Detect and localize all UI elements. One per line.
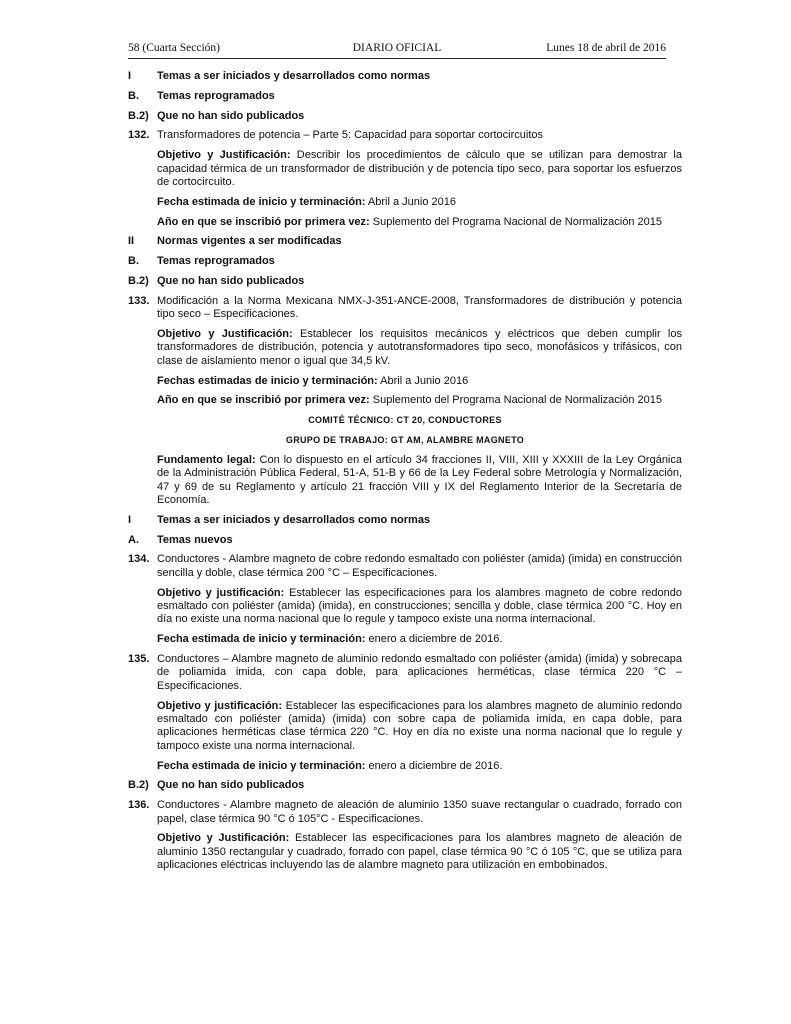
section-heading (128, 235, 682, 248)
section-heading-text: Temas reprogramados (157, 89, 275, 102)
item-detail-paragraph (157, 394, 682, 407)
numbered-item (128, 799, 682, 826)
section-heading-text: Temas a ser iniciados y desarrollados como normas (157, 70, 431, 82)
detail-label: Fundamento legal: (157, 453, 256, 466)
section-heading-text: Normas vigentes a ser modificadas (157, 235, 342, 248)
detail-text: Suplemento del Programa Nacional de Normalización 2015 (369, 215, 662, 228)
detail-label: Fecha estimada de inicio y terminación: (157, 195, 366, 208)
document-body (128, 70, 682, 879)
header-publication-title: DIARIO OFICIAL (352, 42, 442, 54)
detail-label: Objetivo y Justificación: (157, 149, 291, 162)
section-heading (128, 255, 682, 268)
section-heading (128, 70, 682, 83)
item-detail-paragraph (157, 149, 682, 189)
detail-label: Fecha estimada de inicio y terminación: (157, 759, 366, 772)
item-title: Transformadores de potencia – Parte 5: Capacidad para soportar cortocircuitos (157, 129, 544, 142)
item-detail-paragraph (157, 760, 682, 773)
item-number: 132. (128, 129, 150, 142)
detail-text: Describir los procedimientos de cálculo que se utilizan para demostrar la capacidad térmica de un transformador de distribución y de potencia tipo seco, para soportar los esfuerzos de cortocircuito. (157, 149, 682, 188)
section-heading (128, 514, 682, 527)
section-heading-number: B.2) (128, 779, 149, 792)
detail-text: Con lo dispuesto en el artículo 34 fracciones II, VIII, XIII y XXXIII de la Ley Orgánica de la Administración Pública Federal, 51-A, 51-B y 66 de la Ley Federal sobre Metrología y Normalización, 47 y 69 de su Reglamento y artículo 21 fracción VIII y IX del Reglamento Interior de la Secretaría de Economía. (157, 453, 682, 506)
item-detail-paragraph (157, 832, 682, 872)
section-heading-text: Que no han sido publicados (157, 109, 305, 122)
section-heading (128, 90, 682, 103)
item-detail-paragraph (157, 587, 682, 627)
section-heading-number: B.2) (128, 274, 149, 287)
item-title: Modificación a la Norma Mexicana NMX-J-351-ANCE-2008, Transformadores de distribución y potencia tipo seco – Especificaciones. (157, 294, 682, 321)
section-heading-text: Temas reprogramados (157, 255, 275, 268)
detail-text: Establecer las especificaciones para los alambres magneto de aleación de aluminio 1350 rectangular y cuadrado, forrado con papel, clase térmica 90 °C ó 105 °C, que se utiliza para aplicaciones eléctricas incluyendo las de alambre magneto para utilización en embobinados. (157, 832, 682, 872)
item-number: 136. (128, 799, 150, 812)
detail-text: Abril a Junio 2016 (377, 374, 469, 387)
centered-committee-heading: COMITÉ TÉCNICO: CT 20, CONDUCTORES (308, 415, 502, 426)
detail-text: enero a diciembre de 2016. (365, 633, 503, 646)
section-heading-number: I (128, 70, 132, 82)
detail-text: Suplemento del Programa Nacional de Normalización 2015 (369, 394, 662, 407)
item-title: Conductores - Alambre magneto de cobre redondo esmaltado con poliéster (amida) (imida) en construcción sencilla y doble, clase térmica 200 °C – Especificaciones. (157, 553, 682, 579)
section-heading-number: B. (128, 255, 139, 268)
item-detail-paragraph (157, 700, 682, 754)
detail-label: Objetivo y Justificación: (157, 832, 290, 845)
section-heading-text: Que no han sido publicados (157, 274, 305, 287)
detail-text: enero a diciembre de 2016. (365, 759, 503, 772)
section-heading-number: II (128, 235, 135, 248)
detail-text: Abril a Junio 2016 (365, 195, 456, 208)
detail-text: Establecer los requisitos mecánicos y eléctricos que deben cumplir los transformadores de distribución, potencia y autotransformadores tipo seco, monofásicos y trifásicos, con clase de aislamiento menor o igual que 34,5 kV. (157, 327, 682, 367)
detail-label: Objetivo y Justificación: (157, 327, 293, 340)
detail-text: Establecer las especificaciones para los alambres magneto de cobre redondo esmaltado con poliéster (amida) (imida), en construcciones; sencilla y doble, clase térmica 200 °C. Hoy en día no existe una norma nacional que lo regule y tampoco existe una norma internacional. (157, 586, 682, 626)
item-detail-paragraph (157, 196, 682, 209)
detail-label: Fecha estimada de inicio y terminación: (157, 633, 366, 646)
page-header (128, 42, 666, 59)
section-heading-text: Que no han sido publicados (157, 779, 305, 792)
item-number: 133. (128, 294, 150, 307)
header-page-section: 58 (Cuarta Sección) (128, 42, 220, 54)
header-date: Lunes 18 de abril de 2016 (546, 42, 666, 54)
item-detail-paragraph (157, 375, 682, 388)
detail-text: Establecer las especificaciones para los alambres magneto de aluminio redondo esmaltado con poliéster (amida) (imida) con sobre capa de poliamida imida, en capa doble, para aplicaciones herméticas clase térmica 220 °C. Hoy en día no existe una norma nacional que lo regule y tampoco existe una norma internacional. (157, 699, 682, 752)
section-heading (128, 779, 682, 792)
item-number: 135. (128, 653, 150, 665)
numbered-item (128, 653, 682, 693)
detail-label: Objetivo y justificación: (157, 699, 283, 712)
item-detail-paragraph (157, 216, 682, 229)
numbered-item (128, 553, 682, 580)
item-number: 134. (128, 553, 150, 566)
section-heading-number: A. (128, 533, 139, 546)
section-heading-text: Temas nuevos (157, 533, 233, 546)
section-heading-number: I (128, 513, 132, 526)
item-title: Conductores - Alambre magneto de aleación de aluminio 1350 suave rectangular o cuadrado, forrado con papel, clase térmica 90 °C ó 105°C - Especificaciones. (157, 799, 682, 825)
item-title: Conductores – Alambre magneto de aluminio redondo esmaltado con poliéster (amida) (imida) y sobrecapa de poliamida imida, con capa doble, para aplicaciones herméticas, clase térmica 220 °C – Especificaciones. (157, 653, 682, 692)
numbered-item (128, 129, 682, 142)
detail-label: Año en que se inscribió por primera vez: (157, 394, 370, 407)
item-detail-paragraph (157, 328, 682, 368)
detail-label: Objetivo y justificación: (157, 586, 285, 599)
section-heading (128, 110, 682, 123)
centered-committee-heading: GRUPO DE TRABAJO: GT AM, ALAMBRE MAGNETO (285, 434, 525, 445)
section-heading (128, 534, 682, 547)
item-detail-paragraph (157, 633, 682, 646)
section-heading (128, 275, 682, 288)
section-heading-number: B. (128, 89, 139, 102)
detail-label: Fechas estimadas de inicio y terminación: (157, 374, 378, 387)
numbered-item (128, 295, 682, 322)
item-detail-paragraph (157, 454, 682, 508)
section-heading-text: Temas a ser iniciados y desarrollados como normas (157, 513, 431, 526)
detail-label: Año en que se inscribió por primera vez: (157, 215, 370, 228)
section-heading-number: B.2) (128, 109, 149, 122)
